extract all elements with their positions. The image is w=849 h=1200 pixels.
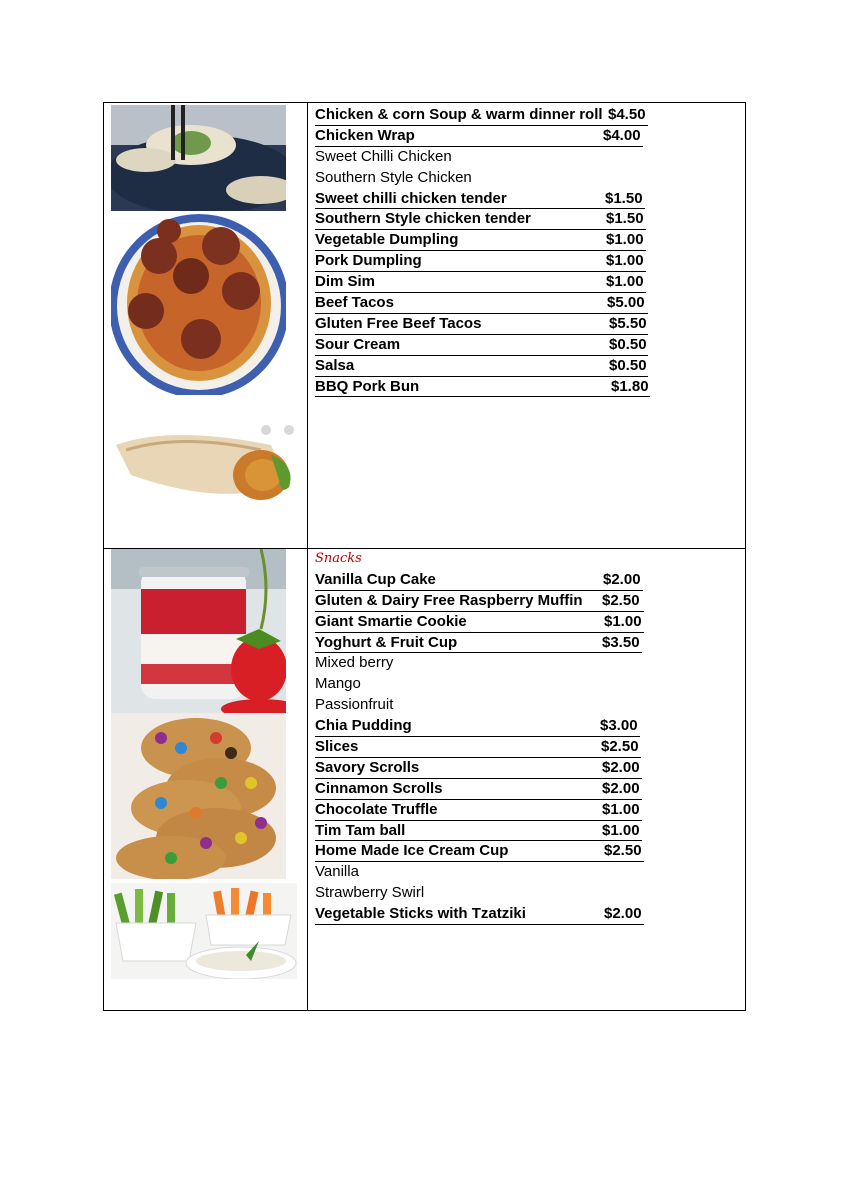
menu-item-name: Slices (315, 738, 359, 756)
menu-item-price: $2.00 (603, 570, 641, 588)
menu-item-name: BBQ Pork Bun (315, 377, 420, 395)
menu-item-name: Dim Sim (315, 273, 376, 291)
menu-item-price: $1.00 (602, 800, 640, 818)
menu-item (315, 716, 640, 737)
menu-item-price: $2.00 (604, 905, 642, 923)
menu-item (315, 335, 648, 356)
menu-item (315, 251, 646, 272)
menu-item-price: $0.50 (609, 335, 647, 353)
menu-item-name: Vegetable Dumpling (315, 231, 459, 249)
menu-item (315, 758, 642, 779)
menu-item-name: Vanilla Cup Cake (315, 570, 436, 588)
menu-item-price: $1.50 (606, 210, 644, 228)
menu-item-option: Sweet Chilli Chicken (315, 147, 452, 165)
menu-item (315, 821, 642, 842)
menu-item (315, 126, 643, 147)
menu-item-price: $4.00 (603, 126, 641, 144)
menu-item-price: $4.50 (608, 106, 646, 123)
menu-item (315, 800, 642, 821)
menu-item-price: $1.00 (602, 821, 640, 839)
menu-item-price: $5.00 (607, 294, 645, 312)
menu-item-name: Sweet chilli chicken tender (315, 189, 507, 207)
menu-item-name: Savory Scrolls (315, 758, 420, 776)
spaghetti-meatballs-photo (111, 211, 286, 395)
menu-item-price: $2.50 (602, 591, 640, 609)
menu-item (315, 904, 644, 925)
menu-item-name: Pork Dumpling (315, 252, 422, 270)
menu-item (315, 779, 642, 800)
menu-table (103, 102, 746, 1011)
menu-item (315, 377, 650, 398)
menu-item-name: Vegetable Sticks with Tzatziki (315, 905, 526, 923)
menu-item-name: Chicken & corn Soup & warm dinner roll (315, 106, 603, 123)
menu-item-price: $1.80 (611, 377, 649, 395)
menu-item (315, 272, 646, 293)
menu-item-name: Home Made Ice Cream Cup (315, 842, 509, 860)
menu-item-price: $2.50 (604, 842, 642, 860)
dumplings-photo (111, 105, 286, 211)
menu-item (315, 209, 646, 230)
menu-item-name: Chicken Wrap (315, 126, 415, 144)
menu-item-price: $3.00 (600, 717, 638, 735)
menu-item-price: $1.00 (604, 612, 642, 630)
menu-item-price: $1.00 (606, 252, 644, 270)
menu-item-name: Southern Style chicken tender (315, 210, 531, 228)
menu-item-name: Sour Cream (315, 335, 401, 353)
menu-item (315, 633, 642, 654)
menu-item-name: Giant Smartie Cookie (315, 612, 467, 630)
menu-item-price: $2.00 (602, 758, 640, 776)
menu-item-name: Chocolate Truffle (315, 800, 438, 818)
menu-item (315, 612, 644, 633)
menu-item (315, 314, 648, 335)
section-2-menu-list (315, 549, 745, 925)
menu-item-option: Vanilla (315, 863, 359, 881)
menu-item-price: $1.00 (606, 273, 644, 291)
menu-item-name: Tim Tam ball (315, 821, 406, 839)
menu-item-name: Salsa (315, 356, 355, 374)
menu-item-name: Gluten & Dairy Free Raspberry Muffin (315, 591, 583, 609)
menu-item-name: Cinnamon Scrolls (315, 779, 443, 797)
menu-item-name: Yoghurt & Fruit Cup (315, 633, 458, 651)
section-1-menu-list (315, 105, 745, 397)
menu-item-price: $1.00 (606, 231, 644, 249)
menu-item-option: Mango (315, 675, 361, 693)
menu-item-name: Beef Tacos (315, 294, 394, 312)
menu-item-price: $0.50 (609, 356, 647, 374)
chicken-wrap-photo (111, 425, 296, 507)
menu-item (315, 841, 644, 862)
menu-item (315, 737, 641, 758)
menu-item (315, 356, 648, 377)
menu-item-name: Chia Pudding (315, 717, 412, 735)
menu-item-option: Strawberry Swirl (315, 884, 425, 902)
menu-item-option: Mixed berry (315, 654, 394, 672)
menu-item-price: $2.50 (601, 738, 639, 756)
menu-item (315, 189, 645, 210)
menu-item (315, 105, 648, 126)
menu-item-price: $5.50 (609, 314, 647, 332)
menu-item-option: Passionfruit (315, 696, 394, 714)
snacks-heading: Snacks (315, 551, 362, 566)
menu-item (315, 230, 646, 251)
menu-item (315, 570, 643, 591)
smartie-cookies-photo (111, 713, 286, 879)
menu-item-name: Gluten Free Beef Tacos (315, 314, 482, 332)
menu-item-price: $3.50 (602, 633, 640, 651)
menu-item-price: $1.50 (605, 189, 643, 207)
column-divider (307, 103, 308, 1010)
menu-item-option: Southern Style Chicken (315, 168, 472, 186)
menu-item-price: $2.00 (602, 779, 640, 797)
vegetable-sticks-photo (111, 883, 297, 979)
menu-item (315, 591, 644, 612)
yoghurt-fruit-cup-photo (111, 549, 286, 713)
menu-item (315, 293, 648, 314)
